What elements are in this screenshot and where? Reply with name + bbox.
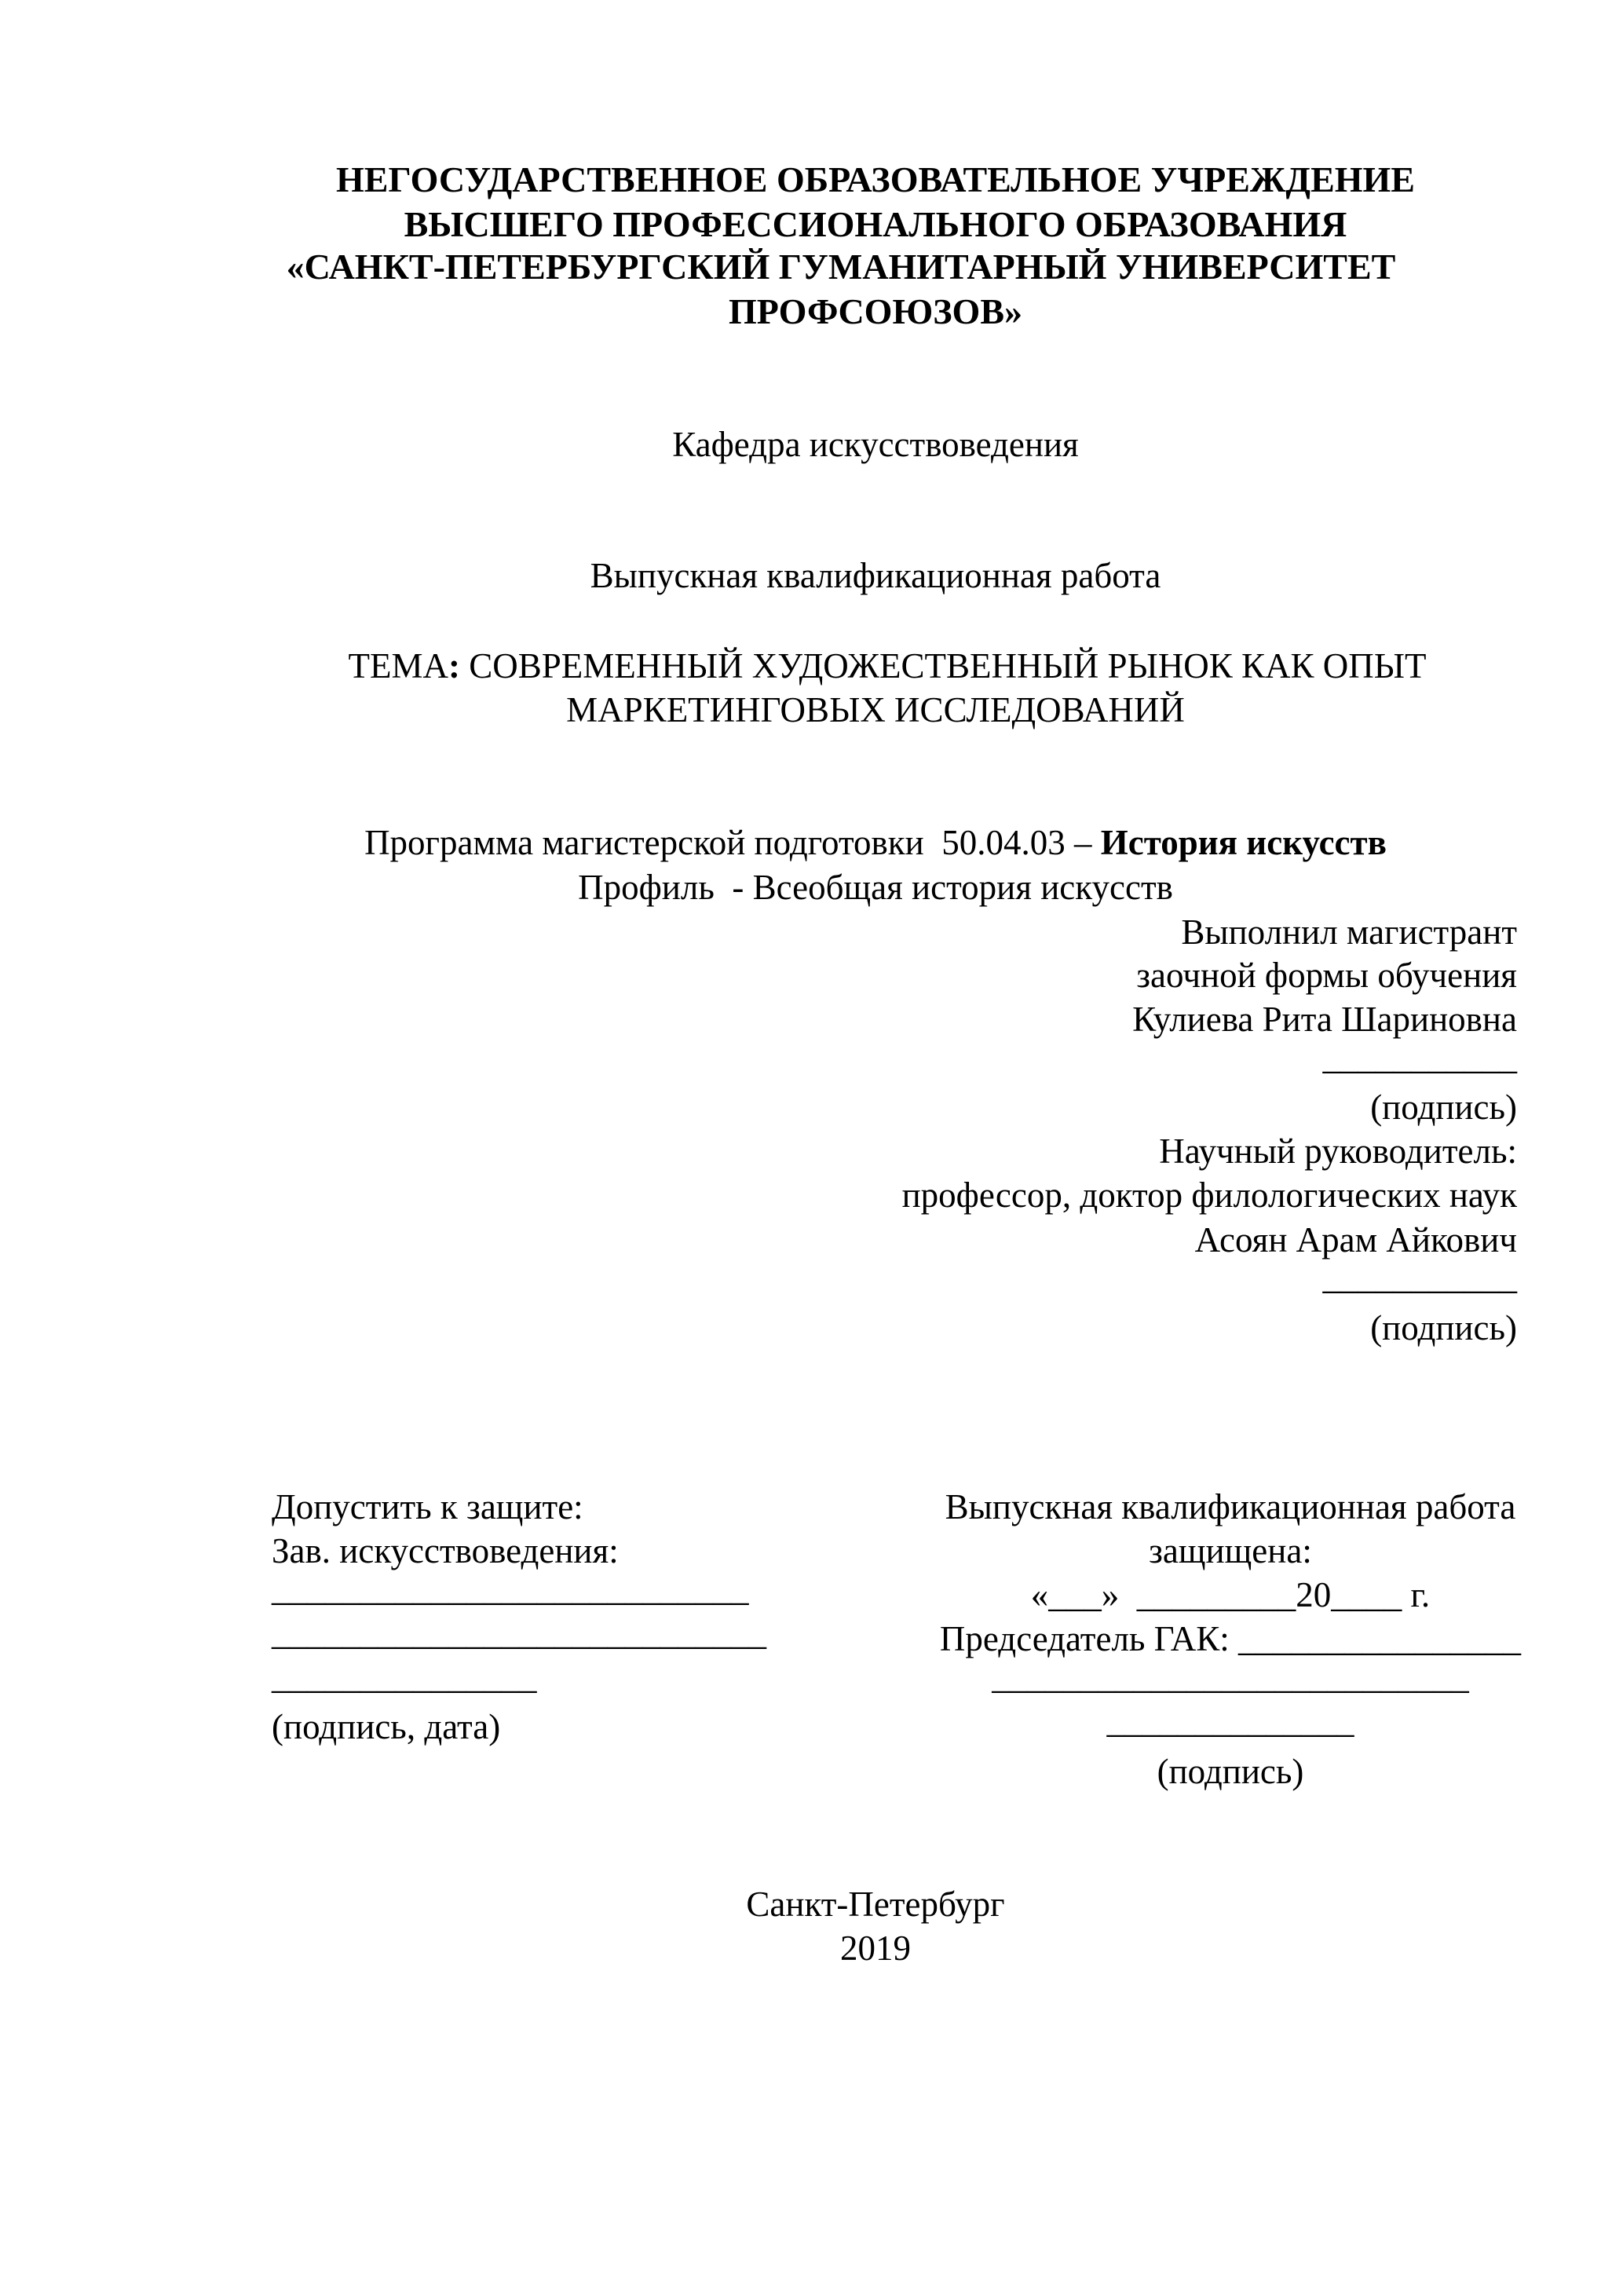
defense-line-2: защищена:	[1149, 1531, 1312, 1570]
footer-city: Санкт-Петербург	[746, 1885, 1005, 1924]
defense-line-1: Выпускная квалификационная работа	[945, 1487, 1516, 1526]
topic-line-2: МАРКЕТИНГОВЫХ ИССЛЕДОВАНИЙ	[566, 690, 1185, 729]
program-name: История искусств	[1100, 823, 1387, 862]
admission-blank-3: _______________	[272, 1657, 537, 1696]
topic-text: СОВРЕМЕННЫЙ ХУДОЖЕСТВЕННЫЙ РЫНОК КАК ОПЫТ	[460, 646, 1427, 686]
topic-label: ТЕМА	[348, 646, 448, 686]
defense-signature-label: (подпись)	[1157, 1752, 1304, 1791]
supervisor-title: профессор, доктор филологических наук	[901, 1175, 1517, 1215]
supervisor-label: Научный руководитель:	[1159, 1132, 1517, 1171]
admission-line-1: Допустить к защите:	[272, 1487, 583, 1526]
defense-blank-2: ______________	[1106, 1701, 1354, 1740]
author-line-1: Выполнил магистрант	[1181, 912, 1517, 952]
author-signature-line: ___________	[1322, 1037, 1517, 1077]
supervisor-name: Асоян Арам Айкович	[1194, 1220, 1517, 1260]
department: Кафедра искусствоведения	[672, 425, 1079, 464]
admission-signature-label: (подпись, дата)	[272, 1707, 501, 1746]
supervisor-signature-line: ___________	[1322, 1257, 1517, 1296]
author-line-2: заочной формы обучения	[1136, 956, 1517, 995]
header-line-3: «САНКТ-ПЕТЕРБУРГСКИЙ ГУМАНИТАРНЫЙ УНИВЕРСИТЕТ	[286, 247, 1396, 287]
header-line-2: ВЫСШЕГО ПРОФЕССИОНАЛЬНОГО ОБРАЗОВАНИЯ	[404, 204, 1347, 244]
program-profile: Профиль - Всеобщая история искусств	[578, 868, 1173, 907]
work-type: Выпускная квалификационная работа	[590, 556, 1161, 595]
admission-blank-1: ___________________________	[272, 1569, 749, 1608]
admission-line-2: Зав. искусствоведения:	[272, 1531, 619, 1570]
topic-colon: :	[448, 646, 460, 686]
defense-chair: Председатель ГАК: ________________	[939, 1619, 1522, 1658]
footer-year: 2019	[840, 1929, 911, 1968]
defense-blank-1: ___________________________	[992, 1657, 1469, 1696]
admission-blank-2: ____________________________	[272, 1613, 766, 1652]
defense-date: «___» _________20____ г.	[1030, 1575, 1431, 1614]
header-line-1: НЕГОСУДАРСТВЕННОЕ ОБРАЗОВАТЕЛЬНОЕ УЧРЕЖДЕНИЕ	[335, 159, 1415, 199]
header-line-4: ПРОФСОЮЗОВ»	[729, 291, 1022, 331]
topic-line-1	[0, 644, 1623, 688]
program-line	[0, 821, 1623, 865]
program-prefix: Программа магистерской подготовки 50.04.03 –	[364, 823, 1101, 862]
author-signature-label: (подпись)	[1370, 1088, 1517, 1127]
supervisor-signature-label: (подпись)	[1370, 1308, 1517, 1347]
author-name: Кулиева Рита Шариновна	[1132, 1000, 1517, 1039]
